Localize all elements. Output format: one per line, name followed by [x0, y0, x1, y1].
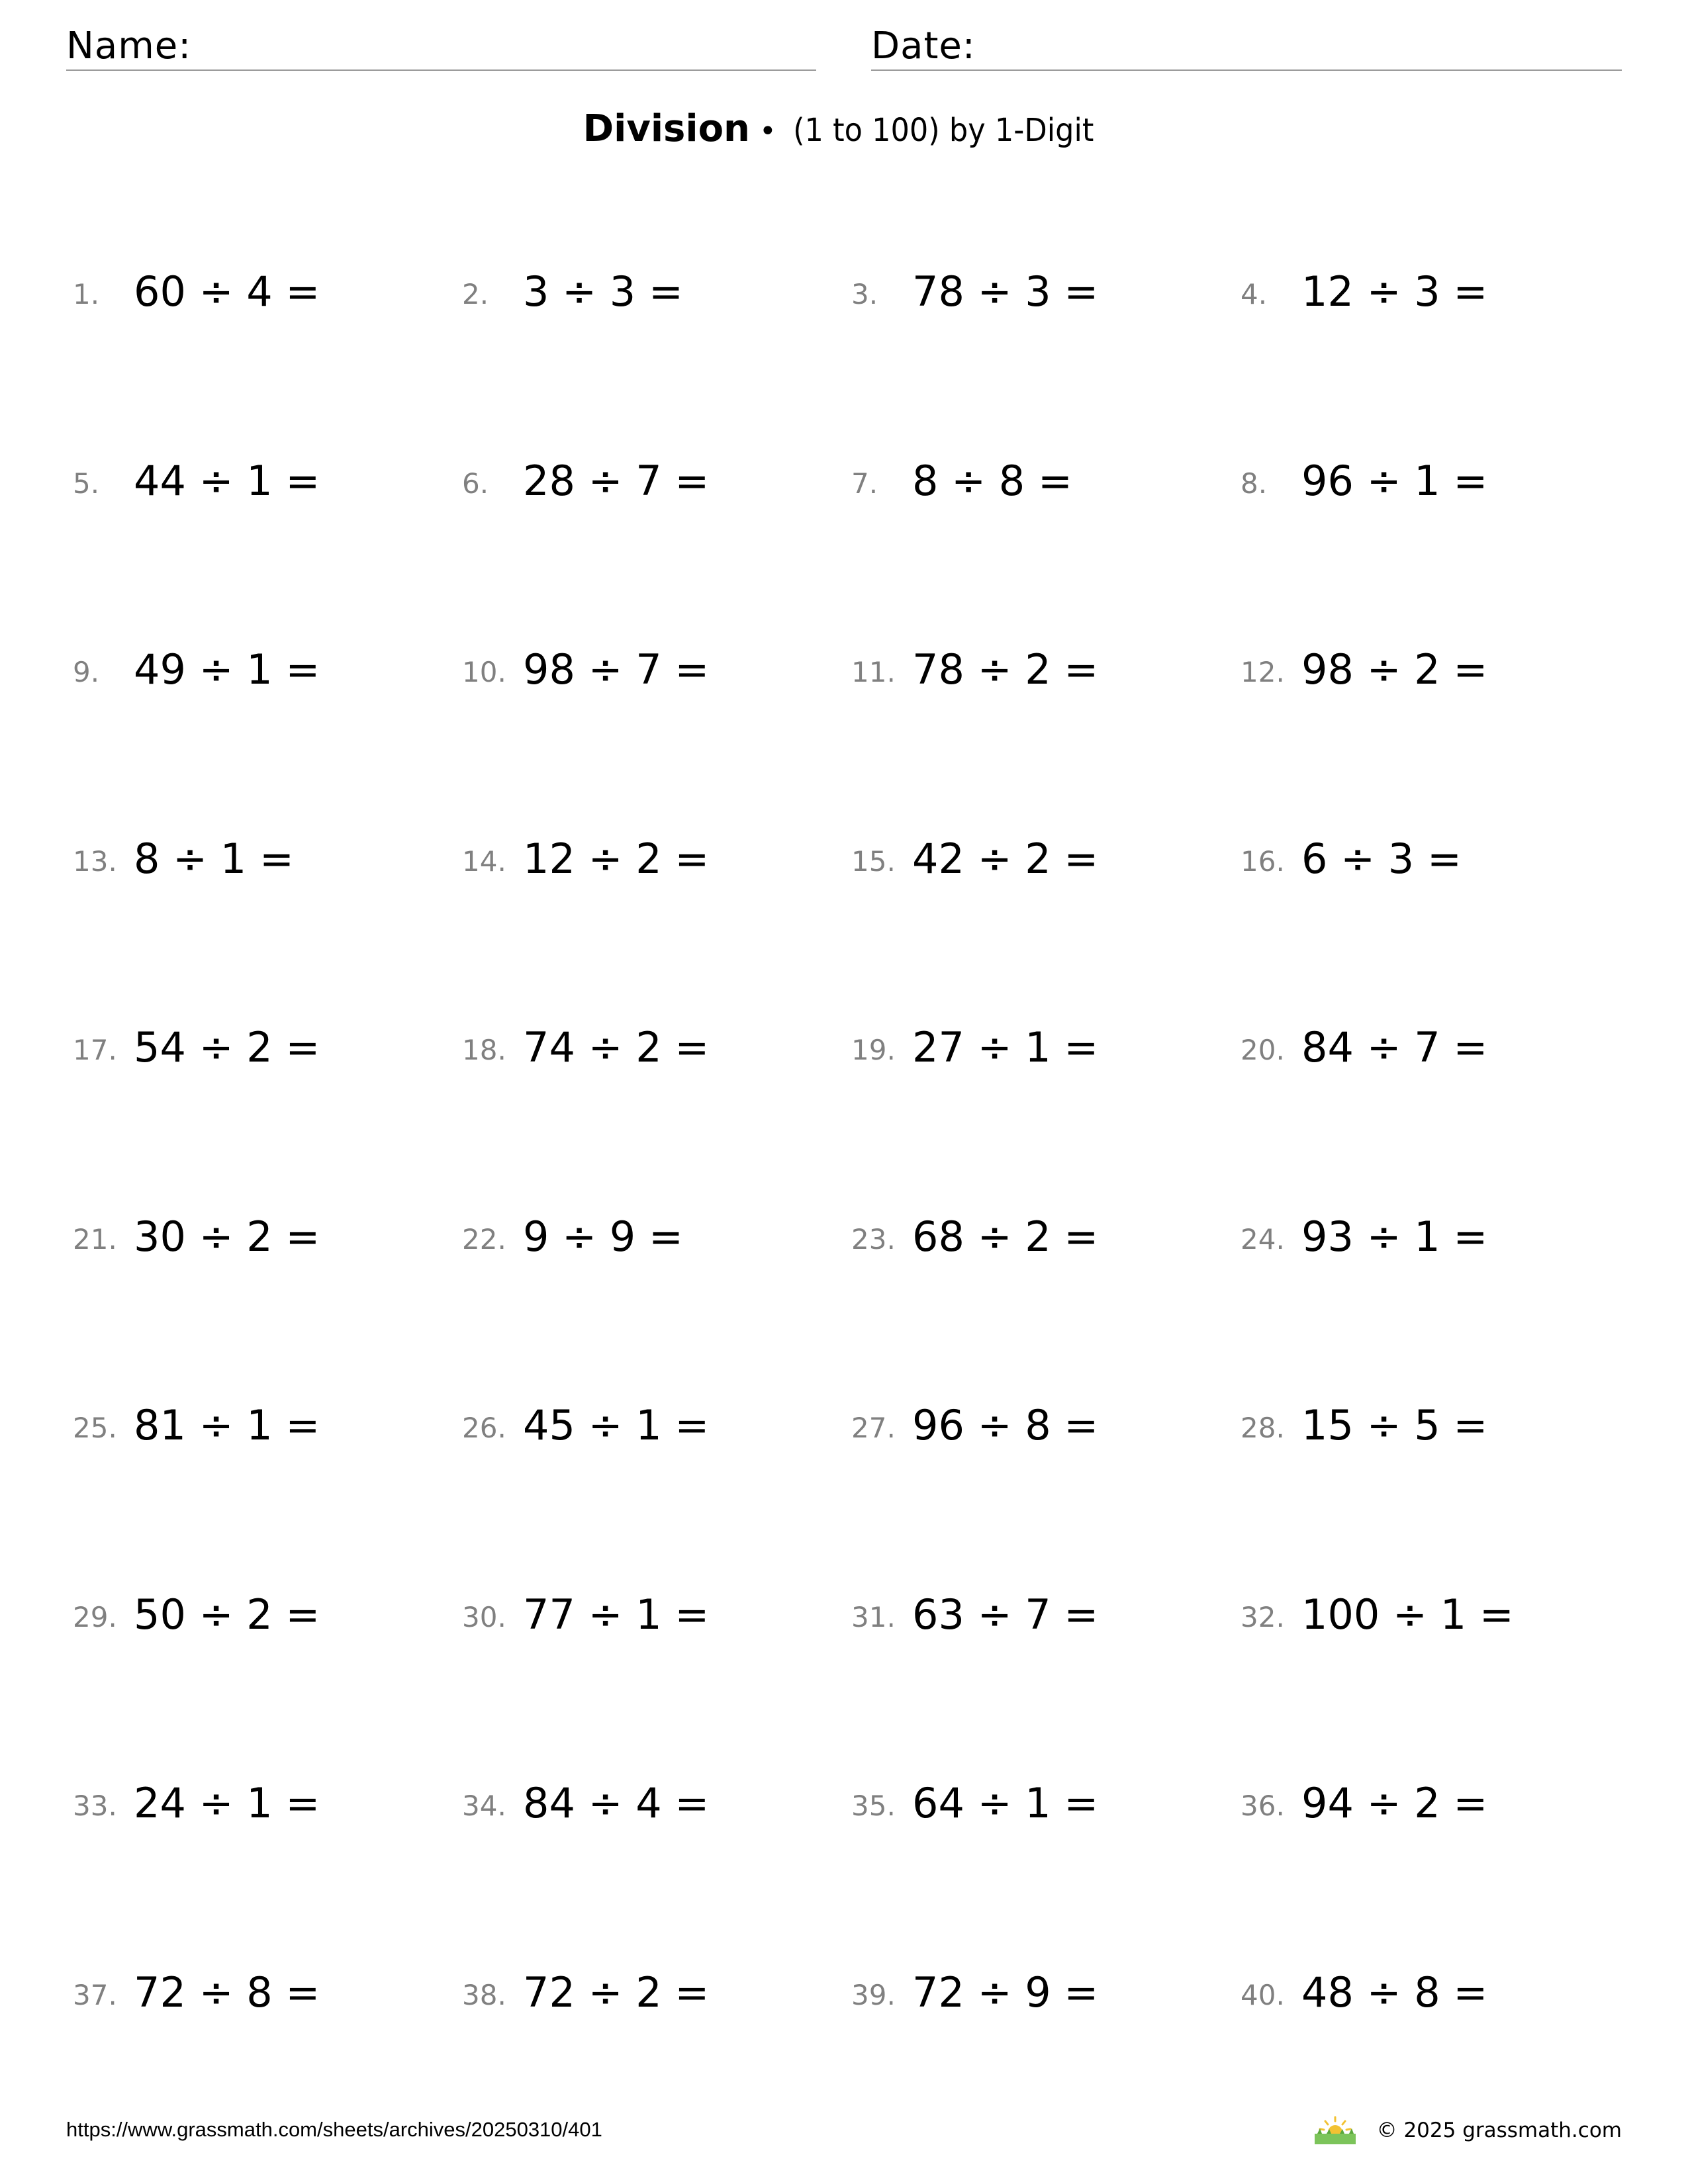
problem-expression: 54 ÷ 2 = — [134, 1023, 320, 1071]
problem-number: 38. — [462, 1978, 506, 2011]
problem-number: 21. — [73, 1222, 117, 1255]
problem-number: 8. — [1241, 467, 1268, 500]
problem-item — [462, 825, 851, 891]
problem-expression: 96 ÷ 8 = — [912, 1401, 1099, 1449]
problem-expression: 50 ÷ 2 = — [134, 1590, 320, 1639]
problem-expression: 15 ÷ 5 = — [1301, 1401, 1488, 1449]
problem-number: 16. — [1241, 844, 1285, 878]
problem-number: 30. — [462, 1600, 506, 1633]
problem-expression: 27 ÷ 1 = — [912, 1023, 1099, 1071]
footer-brand — [1312, 2115, 1622, 2146]
problem-expression: 63 ÷ 7 = — [912, 1590, 1099, 1639]
problem-item — [73, 1014, 462, 1080]
problem-item — [462, 258, 851, 324]
problem-item — [462, 1392, 851, 1458]
problem-expression: 72 ÷ 9 = — [912, 1968, 1099, 2017]
problem-item — [1241, 1203, 1630, 1269]
problem-number: 6. — [462, 467, 489, 500]
problem-expression: 84 ÷ 7 = — [1301, 1023, 1488, 1071]
problem-number: 18. — [462, 1034, 506, 1066]
problem-expression: 96 ÷ 1 = — [1301, 456, 1488, 505]
problem-item — [1241, 636, 1630, 702]
problem-item — [851, 1014, 1241, 1080]
problem-expression: 84 ÷ 4 = — [523, 1779, 710, 1827]
problem-number: 4. — [1241, 278, 1268, 310]
problem-number: 22. — [462, 1222, 506, 1255]
problem-expression: 12 ÷ 3 = — [1301, 267, 1488, 316]
problem-item — [851, 447, 1241, 514]
problem-number: 19. — [851, 1034, 896, 1066]
problem-number: 26. — [462, 1412, 506, 1444]
date-label: Date: — [871, 24, 976, 68]
problem-number: 37. — [73, 1978, 117, 2011]
footer-copyright: © 2025 grassmath.com — [1376, 2118, 1622, 2142]
problem-expression: 45 ÷ 1 = — [523, 1401, 710, 1449]
problem-number: 27. — [851, 1412, 896, 1444]
problem-item — [851, 258, 1241, 324]
problem-item — [462, 1959, 851, 2025]
problem-expression: 48 ÷ 8 = — [1301, 1968, 1488, 2017]
problem-number: 24. — [1241, 1222, 1285, 1255]
problem-number: 25. — [73, 1412, 117, 1444]
problem-item — [1241, 258, 1630, 324]
problem-expression: 77 ÷ 1 = — [523, 1590, 710, 1639]
problem-number: 7. — [851, 467, 878, 500]
problem-number: 39. — [851, 1978, 896, 2011]
problem-item — [851, 636, 1241, 702]
problem-number: 40. — [1241, 1978, 1285, 2011]
problem-item — [851, 1770, 1241, 1836]
problem-number: 12. — [1241, 656, 1285, 688]
problem-item — [462, 636, 851, 702]
problem-item — [73, 258, 462, 324]
problem-item — [73, 636, 462, 702]
problem-item — [851, 1959, 1241, 2025]
worksheet-title — [0, 106, 1688, 161]
problem-number: 33. — [73, 1790, 117, 1822]
problem-number: 17. — [73, 1034, 117, 1066]
problem-expression: 93 ÷ 1 = — [1301, 1212, 1488, 1261]
problem-item — [73, 1203, 462, 1269]
problem-expression: 60 ÷ 4 = — [134, 267, 320, 316]
problem-item — [851, 1392, 1241, 1458]
problem-expression: 78 ÷ 2 = — [912, 645, 1099, 694]
problem-item — [73, 1959, 462, 2025]
grass-sun-logo-icon — [1312, 2115, 1358, 2146]
problem-expression: 44 ÷ 1 = — [134, 456, 320, 505]
problem-number: 9. — [73, 656, 100, 688]
problem-item — [851, 1581, 1241, 1647]
problem-item — [462, 1014, 851, 1080]
problem-expression: 81 ÷ 1 = — [134, 1401, 320, 1449]
problem-item — [1241, 825, 1630, 891]
problem-expression: 72 ÷ 2 = — [523, 1968, 710, 2017]
problem-number: 35. — [851, 1790, 896, 1822]
problem-item — [462, 1581, 851, 1647]
problem-number: 14. — [462, 844, 506, 878]
problem-number: 28. — [1241, 1412, 1285, 1444]
problem-number: 36. — [1241, 1790, 1285, 1822]
problem-number: 34. — [462, 1790, 506, 1822]
problem-expression: 28 ÷ 7 = — [523, 456, 710, 505]
title-main: Division — [583, 107, 750, 150]
problem-item — [1241, 447, 1630, 514]
problem-item — [462, 1203, 851, 1269]
problem-expression: 68 ÷ 2 = — [912, 1212, 1099, 1261]
problem-expression: 64 ÷ 1 = — [912, 1779, 1099, 1827]
problem-item — [73, 1392, 462, 1458]
footer-url: https://www.grassmath.com/sheets/archives/20250310/401 — [66, 2118, 602, 2141]
problem-expression: 94 ÷ 2 = — [1301, 1779, 1488, 1827]
problem-expression: 78 ÷ 3 = — [912, 267, 1099, 316]
problem-grid — [73, 258, 1622, 2148]
problem-number: 10. — [462, 656, 506, 688]
problem-number: 2. — [462, 278, 489, 310]
problem-expression: 72 ÷ 8 = — [134, 1968, 320, 2017]
problem-number: 1. — [73, 278, 100, 310]
problem-item — [73, 825, 462, 891]
problem-number: 20. — [1241, 1034, 1285, 1066]
problem-number: 5. — [73, 467, 100, 500]
name-field[interactable] — [66, 23, 816, 71]
problem-expression: 49 ÷ 1 = — [134, 645, 320, 694]
problem-expression: 8 ÷ 8 = — [912, 456, 1072, 505]
name-label: Name: — [66, 24, 192, 68]
problem-number: 23. — [851, 1222, 896, 1255]
problem-item — [73, 1770, 462, 1836]
problem-number: 11. — [851, 656, 896, 688]
problem-number: 3. — [851, 278, 878, 310]
problem-number: 32. — [1241, 1600, 1285, 1633]
problem-item — [73, 447, 462, 514]
problem-item — [1241, 1014, 1630, 1080]
title-subtitle: (1 to 100) by 1-Digit — [792, 112, 1094, 149]
problem-item — [1241, 1770, 1630, 1836]
problem-number: 29. — [73, 1600, 117, 1633]
problem-item — [462, 1770, 851, 1836]
problem-number: 15. — [851, 844, 896, 878]
problem-expression: 9 ÷ 9 = — [523, 1212, 683, 1261]
problem-expression: 98 ÷ 7 = — [523, 645, 710, 694]
problem-expression: 24 ÷ 1 = — [134, 1779, 320, 1827]
problem-item — [1241, 1581, 1630, 1647]
problem-expression: 8 ÷ 1 = — [134, 834, 294, 883]
problem-expression: 98 ÷ 2 = — [1301, 645, 1488, 694]
problem-number: 13. — [73, 844, 117, 878]
problem-expression: 3 ÷ 3 = — [523, 267, 683, 316]
problem-expression: 6 ÷ 3 = — [1301, 834, 1462, 883]
problem-item — [462, 447, 851, 514]
problem-item — [851, 825, 1241, 891]
problem-expression: 12 ÷ 2 = — [523, 834, 710, 883]
date-field[interactable] — [871, 23, 1622, 71]
problem-expression: 74 ÷ 2 = — [523, 1023, 710, 1071]
problem-expression: 42 ÷ 2 = — [912, 834, 1099, 883]
problem-item — [1241, 1959, 1630, 2025]
problem-number: 31. — [851, 1600, 896, 1633]
problem-item — [1241, 1392, 1630, 1458]
problem-expression: 100 ÷ 1 = — [1301, 1590, 1514, 1639]
problem-expression: 30 ÷ 2 = — [134, 1212, 320, 1261]
problem-item — [73, 1581, 462, 1647]
title-bullet: • — [759, 114, 776, 148]
problem-item — [851, 1203, 1241, 1269]
